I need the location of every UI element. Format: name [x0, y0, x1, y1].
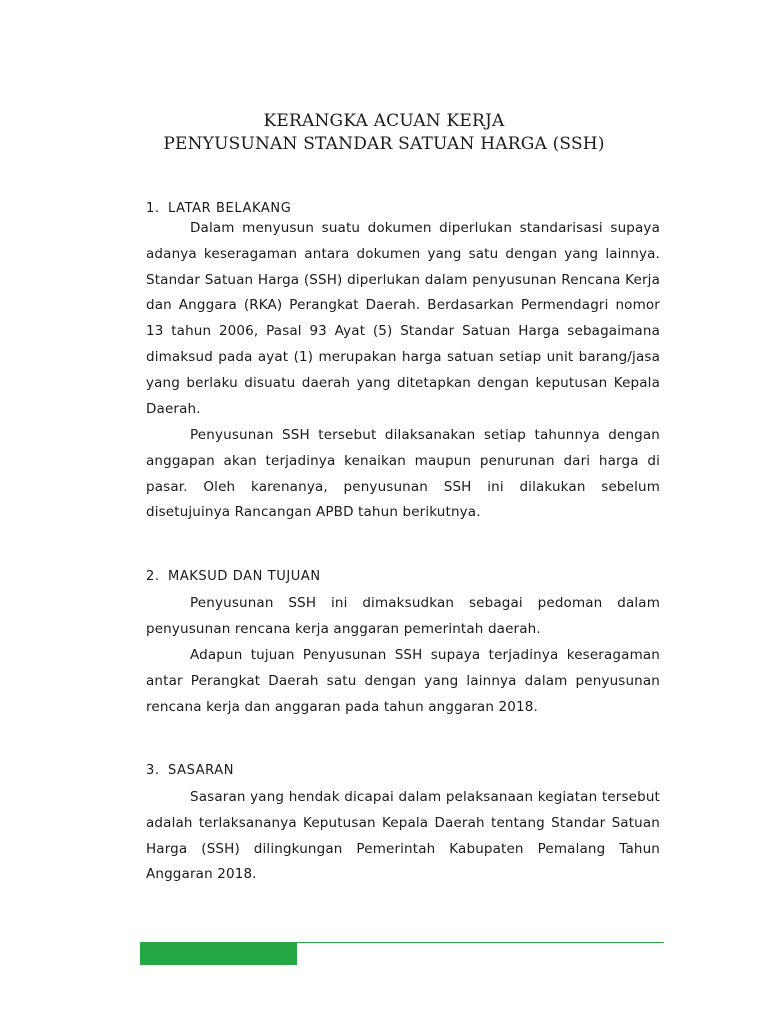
document-title-line2: PENYUSUNAN STANDAR SATUAN HARGA (SSH) — [163, 134, 605, 154]
paragraph: Sasaran yang hendak dicapai dalam pelaksanaan kegiatan tersebut adalah terlaksananya Keputusan Kepala Daerah tentang Standar Satuan Harga (SSH) dilingkungan Pemerintah Kabupaten Pemalang Tahun Anggaran 2018. — [146, 789, 660, 883]
paragraph: Adapun tujuan Penyusunan SSH supaya terjadinya keseragaman antar Perangkat Daerah satu dengan yang lainnya dalam penyusunan rencana kerja dan anggaran pada tahun anggaran 2018. — [146, 647, 660, 715]
section-number: 2. — [146, 569, 160, 584]
section-number: 1. — [146, 201, 160, 216]
section-heading-latar-belakang — [146, 201, 291, 216]
section-title: LATAR BELAKANG — [168, 201, 292, 216]
paragraph: Dalam menyusun suatu dokumen diperlukan standarisasi supaya adanya keseragaman antara dokumen yang satu dengan yang lainnya. Standar Satuan Harga (SSH) diperlukan dalam penyusunan Rencana Kerja dan Anggara (RKA) Perangkat Daerah. Berdasarkan Permendagri nomor 13 tahun 2006, Pasal 93 Ayat (5) Standar Satuan Harga sebagaimana dimaksud pada ayat (1) merupakan harga satuan setiap unit barang/jasa yang berlaku disuatu daerah yang ditetapkan dengan keputusan Kepala Daerah. — [146, 220, 660, 417]
footer-accent-bar — [140, 943, 297, 965]
section-heading-maksud-dan-tujuan — [146, 569, 321, 584]
section-heading-sasaran — [146, 763, 234, 778]
paragraph: Penyusunan SSH ini dimaksudkan sebagai pedoman dalam penyusunan rencana kerja anggaran pemerintah daerah. — [146, 595, 660, 637]
document-title-line1: KERANGKA ACUAN KERJA — [263, 111, 505, 131]
section-title: SASARAN — [168, 763, 235, 778]
paragraph: Penyusunan SSH tersebut dilaksanakan setiap tahunnya dengan anggapan akan terjadinya kenaikan maupun penurunan dari harga di pasar. Oleh karenanya, penyusunan SSH ini dilakukan sebelum disetujuinya Rancangan APBD tahun berikutnya. — [146, 427, 660, 521]
section-number: 3. — [146, 763, 160, 778]
section-title: MAKSUD DAN TUJUAN — [168, 569, 321, 584]
